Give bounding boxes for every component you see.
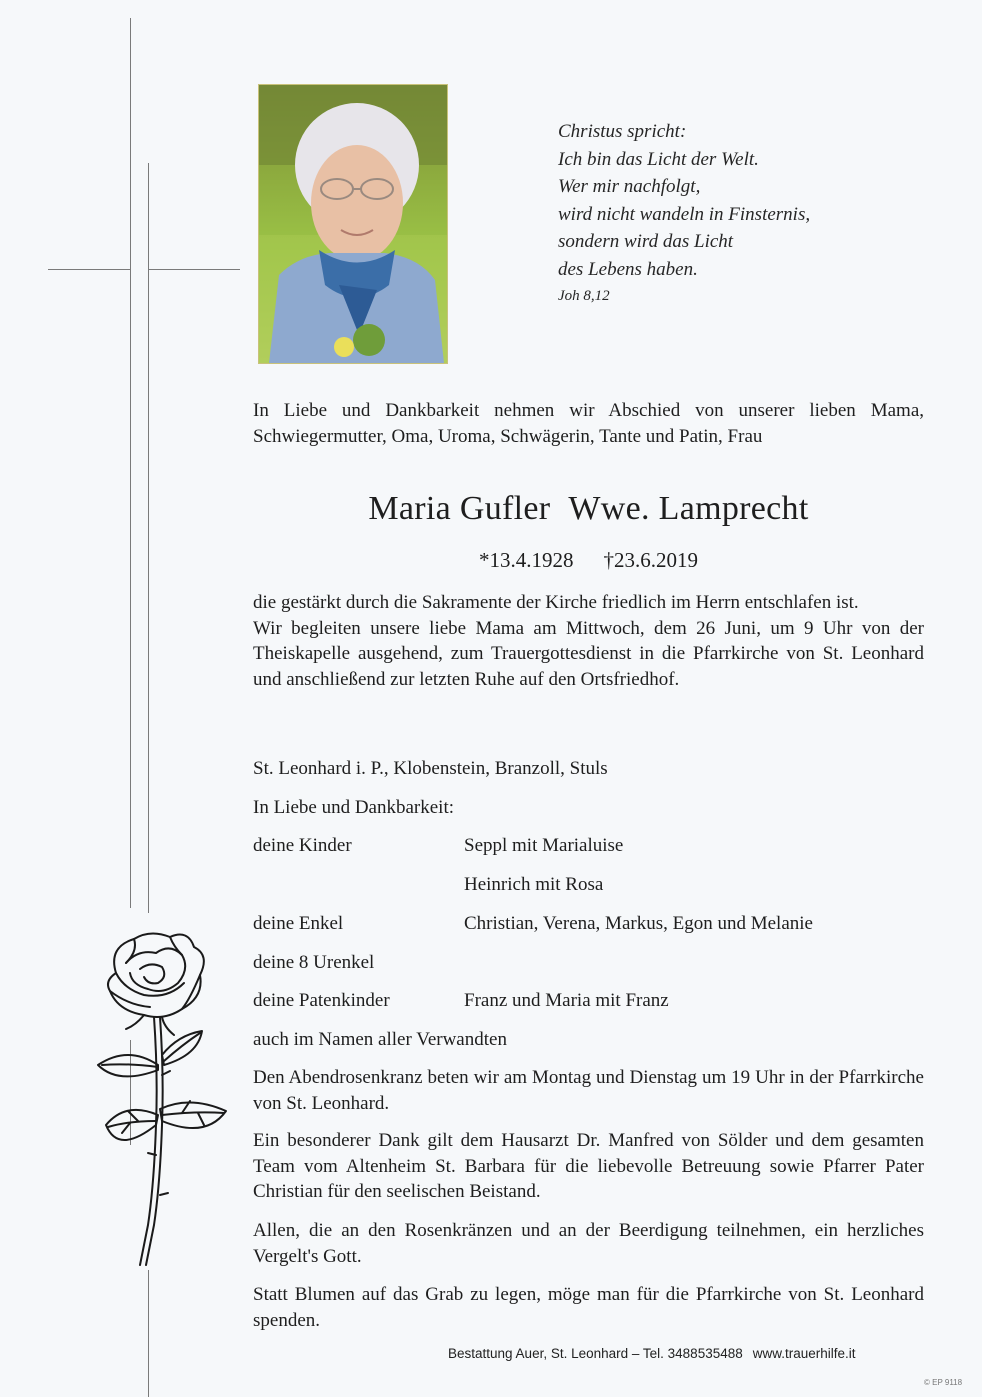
flowers-paragraph: Statt Blumen auf das Grab zu legen, möge man für die Pfarrkirche von St. Leonhard spenden.	[253, 1284, 924, 1331]
quote-line: wird nicht wandeln in Finsternis,	[558, 203, 811, 225]
sacrament-paragraph: die gestärkt durch die Sakramente der Kirche friedlich im Herrn entschlafen ist.	[253, 592, 859, 613]
list-item	[253, 988, 669, 1013]
gratitude-paragraph: Allen, die an den Rosenkränzen und an der Beerdigung teilnehmen, ein herzliches Vergelt's Gott.	[253, 1220, 924, 1267]
mourner-label: deine Patenkinder	[253, 990, 390, 1011]
mourner-names: Christian, Verena, Markus, Egon und Melanie	[464, 913, 813, 934]
intro-paragraph: In Liebe und Dankbarkeit nehmen wir Abschied von unserer lieben Mama, Schwiegermutter, Oma, Uroma, Schwägerin, Tante und Patin, Frau	[253, 400, 924, 447]
list-item	[253, 833, 624, 858]
quote-reference: Joh 8,12	[558, 288, 610, 304]
life-dates	[253, 548, 924, 573]
rose-drawing-icon	[78, 925, 243, 1270]
intro-text	[253, 398, 924, 449]
quote-line: Christus spricht:	[558, 121, 687, 142]
thanks-paragraph: Ein besonderer Dank gilt dem Hausarzt Dr. Manfred von Sölder und dem gesamten Team vom Altenheim St. Barbara für die liebevolle Betreuung sowie Pfarrer Pater Christian für den seelischen Beistand.	[253, 1130, 924, 1202]
married-name: Wwe. Lamprecht	[568, 490, 809, 527]
places-line: St. Leonhard i. P., Klobenstein, Branzoll, Stuls	[253, 758, 608, 779]
list-item	[253, 950, 374, 975]
funeral-paragraph: Wir begleiten unsere liebe Mama am Mittwoch, dem 26 Juni, um 9 Uhr von der Theiskapelle ausgehend, zum Trauergottesdienst in die Pfarrkirche von St. Leonhard und anschließend zur letzten Ruhe auf den Ortsfriedhof.	[253, 617, 924, 690]
thanks-text	[253, 1128, 924, 1205]
footer-contact	[448, 1346, 856, 1361]
quote-line: des Lebens haben.	[558, 258, 698, 280]
print-code: © EP 9118	[924, 1378, 963, 1387]
name: Maria Gufler	[368, 490, 551, 527]
announcement-text	[253, 590, 924, 692]
website-link[interactable]: www.trauerhilfe.it	[752, 1346, 856, 1361]
gratitude-text	[253, 1218, 924, 1269]
mourner-names: Seppl mit Marialuise	[464, 835, 624, 856]
mourners-intro: In Liebe und Dankbarkeit:	[253, 797, 455, 818]
mourner-label: deine Kinder	[253, 835, 352, 856]
undertaker-info: Bestattung Auer, St. Leonhard – Tel. 3488535488	[448, 1346, 743, 1361]
relatives-line: auch im Namen aller Verwandten	[253, 1029, 507, 1050]
flowers-text	[253, 1282, 924, 1333]
rosary-text	[253, 1065, 924, 1116]
quote-line: sondern wird das Licht	[558, 231, 734, 252]
mourner-names: Franz und Maria mit Franz	[464, 990, 669, 1011]
quote-line: Wer mir nachfolgt,	[558, 176, 701, 197]
bible-quote	[558, 118, 918, 307]
portrait-photo-icon	[259, 85, 447, 363]
deceased-name	[253, 490, 924, 528]
list-item	[253, 911, 813, 936]
rosary-paragraph: Den Abendrosenkranz beten wir am Montag und Dienstag um 19 Uhr in der Pfarrkirche von St. Leonhard.	[253, 1067, 924, 1114]
mourner-label: deine Enkel	[253, 913, 344, 934]
death-date: †23.6.2019	[603, 548, 698, 572]
mourner-names: Heinrich mit Rosa	[464, 874, 604, 895]
quote-line: Ich bin das Licht der Welt.	[558, 148, 759, 170]
mourner-label: deine 8 Urenkel	[253, 952, 375, 973]
birth-date: *13.4.1928	[479, 548, 574, 572]
portrait-photo	[258, 84, 448, 364]
